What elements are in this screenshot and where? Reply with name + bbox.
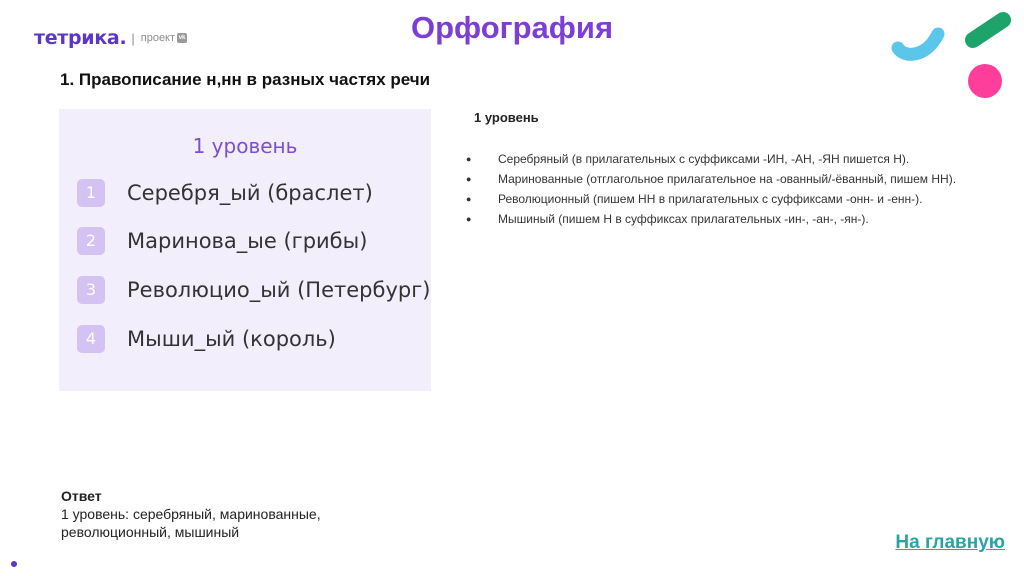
- list-item: ● Мышиный (пишем Н в суффиксах прилагательных -ин-, -ан-, -ян-).: [466, 210, 986, 229]
- answer-line: 1 уровень: серебряный, маринованные,: [61, 506, 321, 522]
- green-pill-shape: [973, 20, 1003, 40]
- task-text: Маринова_ые (грибы): [127, 229, 368, 253]
- vk-icon: vk: [178, 35, 186, 41]
- logo-separator: |: [131, 30, 135, 46]
- home-link[interactable]: На главную: [895, 532, 1005, 553]
- list-item: ● Серебряный (в прилагательных с суффиксами -ИН, -АН, -ЯН пишется Н).: [466, 150, 986, 169]
- list-item: ● Маринованные (отглагольное прилагательное на -ованный/-ёванный, пишем НН).: [466, 170, 986, 189]
- task-card: [59, 109, 431, 391]
- task-text: Революцио_ый (Петербург): [127, 278, 431, 302]
- task-text: Серебря_ый (браслет): [127, 181, 373, 205]
- blue-hook-shape: [898, 34, 938, 54]
- answer-line: революционный, мышиный: [61, 524, 240, 540]
- answer-heading: Ответ: [61, 488, 102, 504]
- task-item: [77, 276, 430, 304]
- task-item: [77, 325, 336, 353]
- task-item: [77, 179, 373, 207]
- answer-block: [61, 487, 321, 541]
- list-item: ● Революционный (пишем НН в прилагательных с суффиксами -онн- и -енн-).: [466, 190, 986, 209]
- task-number-badge: 4: [77, 325, 105, 353]
- explanation-list: [466, 150, 986, 230]
- slide-dot: [11, 561, 17, 567]
- task-item: [77, 227, 367, 255]
- decorative-shapes-icon: [888, 8, 1018, 108]
- task-number-badge: 3: [77, 276, 105, 304]
- task-number-badge: 1: [77, 179, 105, 207]
- pink-circle-shape: [968, 64, 1002, 98]
- logo-project-text: проект: [140, 32, 176, 44]
- level-label: 1 уровень: [474, 110, 539, 125]
- section-heading: 1. Правописание н,нн в разных частях речи: [60, 70, 431, 89]
- task-text: Мыши_ый (король): [127, 327, 336, 351]
- task-card-title: 1 уровень: [192, 134, 298, 158]
- page-title: Орфография: [410, 10, 614, 45]
- task-number-badge: 2: [77, 227, 105, 255]
- logo-brand-text: тетрика.: [34, 27, 127, 49]
